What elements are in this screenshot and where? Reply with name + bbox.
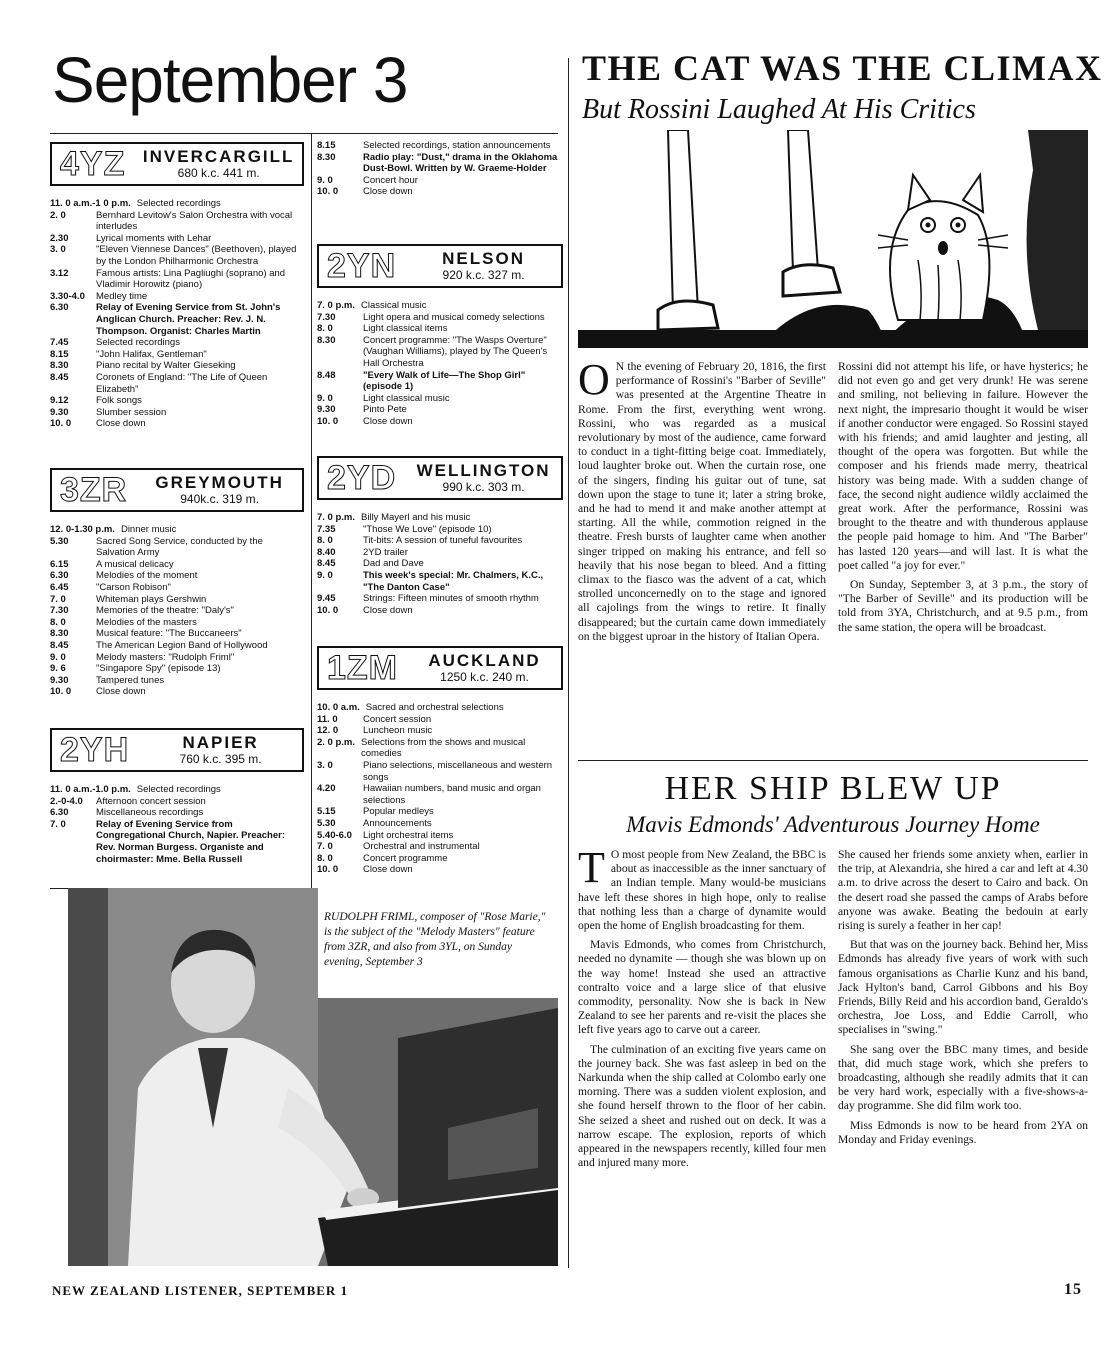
divider [50, 133, 558, 134]
programme-time: 12. 0 [317, 725, 339, 737]
paragraph: O most people from New Zealand, the BBC is about as inaccessible as the inner sanctuary of an Indian temple. Many would-be musicians have left these shores in high hope, only to realise that nothing less than a charge of dynamite would open the home of English broadcasting for them. [578, 848, 826, 933]
programme-item [317, 737, 563, 760]
programme-description: Selections from the shows and musical comedies [361, 736, 526, 760]
paragraph: Mavis Edmonds, who comes from Christchurch, needed no dynamite — though she was blown up on the way home! Instead she used an attractive contralto voice and a large slice of that elusive commodity, personality. Now she is back in New Zealand to see her parents and re-visit the places she left five years ago to carve out a career. [578, 938, 826, 1037]
programme-time: 3.12 [50, 267, 69, 279]
programme-time: 10. 0 [317, 186, 339, 198]
station-city: GREYMOUTH [155, 472, 284, 492]
programme-description: Melodies of the moment [96, 570, 198, 582]
programme-description: Pinto Pete [363, 404, 407, 416]
programme-item [50, 807, 304, 819]
programme-time: 9. 6 [50, 663, 66, 675]
programme-time: 8.40 [317, 546, 336, 558]
programme-item [50, 628, 304, 640]
programme-description: Medley time [96, 290, 148, 302]
paragraph: Rossini did not attempt his life, or have hysterics; he did not even go and get very drunk! He was serene and smiling, not believing in failure. However the next night, the impresario thought it would be wiser if another conductor were engaged. So Rossini stayed with his friends; and amid laughter and jesting, all thought of the opera was forgotten. But while the composer and his friends made merry, theatrical history was being made. With a sudden change of face, the second night audience wildly acclaimed the great work. After the performance, Rossini was brought to the theatre and with thunderous applause the people paid homage to him. And "The Barber" has lasted 120 years—and will last. It is what the poet called "a joy for ever." [838, 360, 1088, 572]
programme-time: 8.30 [317, 334, 336, 346]
programme-time: 5.30 [317, 817, 336, 829]
station-city: INVERCARGILL [142, 146, 295, 166]
programme-item [50, 675, 304, 687]
divider [311, 133, 312, 889]
programme-item [317, 312, 563, 324]
programme-time: 9.30 [50, 674, 69, 686]
cat-illustration [578, 130, 1088, 348]
programme-item [50, 210, 304, 233]
programme-list [317, 300, 563, 428]
programme-item [317, 702, 563, 714]
programme-time: 11. 0 a.m.-1 0 p.m. [50, 198, 131, 209]
station-call-sign: 2YD [327, 459, 397, 497]
programme-description: Light classical music [363, 392, 450, 404]
divider [568, 58, 569, 1268]
station-frequency: 920 k.c. 327 m. [442, 268, 525, 283]
programme-time: 4.20 [317, 783, 336, 795]
programme-description: Popular medleys [363, 806, 434, 818]
programme-time: 10. 0 [317, 415, 339, 427]
programme-time: 9.30 [50, 406, 69, 418]
programme-description: Slumber session [96, 406, 167, 418]
programme-item [317, 760, 563, 783]
programme-item [317, 335, 563, 370]
programme-item [317, 714, 563, 726]
station-city: AUCKLAND [428, 650, 541, 670]
programme-time: 3.30-4.0 [50, 290, 85, 302]
page-title: September 3 [52, 44, 408, 116]
programme-item [50, 268, 304, 291]
programme-item [317, 512, 563, 524]
station-header [50, 728, 304, 772]
programme-description: Dinner music [120, 524, 177, 535]
paragraph: N the evening of February 20, 1816, the first performance of Rossini's "Barber of Seville" was presented at the Argentine Theatre in Rome. From the first, everything went wrong. Rossini, who was regarded as a musical revolutionary by most of the audience, came forward to conduct in a tight-fitting beige coat. Immediately, loud laughter broke out. When the curtain rose, one of the singers, finding his guitar out of tune, sat down upon the stage to tune it; later a string broke, and he had to mend it and make another attempt at starting. All the while, commotion reigned in the theatre. Fresh bursts of laughter came when another singer tripped on making his entrance, and fell so heavily that his nose began to bleed. And a fitting climax to the fiasco was the advent of a cat, which strolled unconcernedly on to the stage and ignored all cajolings from the wings to retire. It finally disappeared; but the curtain came down immediately on the biggest uproar in the history of Italian Opera. [578, 360, 826, 643]
drop-cap: T [578, 843, 605, 892]
station-call-sign: 4YZ [60, 145, 126, 183]
programme-item [317, 841, 563, 853]
programme-time: 6.45 [50, 581, 69, 593]
programme-item [317, 570, 563, 593]
programme-time: 9.12 [50, 395, 69, 407]
programme-description: Radio play: "Dust," drama in the Oklahoma Dust-Bowl. Written by W. Graeme-Holder [363, 151, 558, 175]
programme-item [50, 570, 304, 582]
station-header [50, 468, 304, 512]
station-block-previous [317, 140, 563, 198]
drop-cap: O [578, 355, 610, 404]
programme-description: Tit-bits: A session of tuneful favourites [363, 535, 523, 547]
programme-description: Tampered tunes [96, 674, 165, 686]
programme-item [317, 404, 563, 416]
programme-item [317, 605, 563, 617]
friml-photo [68, 888, 558, 1266]
programme-item [50, 244, 304, 267]
programme-list [50, 784, 304, 865]
programme-description: Orchestral and instrumental [363, 841, 480, 853]
station-city: NELSON [442, 248, 525, 268]
page-number: 15 [1064, 1281, 1082, 1298]
station-frequency: 760 k.c. 395 m. [179, 752, 262, 767]
programme-time: 9. 0 [50, 651, 66, 663]
programme-item [50, 395, 304, 407]
programme-time: 5.40-6.0 [317, 829, 352, 841]
paragraph: Miss Edmonds is now to be heard from 2YA on Monday and Friday evenings. [838, 1118, 1088, 1146]
station-header [317, 646, 563, 690]
programme-item [50, 372, 304, 395]
programme-description: Close down [363, 186, 413, 198]
programme-time: 8. 0 [317, 852, 333, 864]
programme-description: Melody masters: "Rudolph Friml" [96, 651, 235, 663]
programme-time: 6.15 [50, 558, 69, 570]
programme-description: Announcements [363, 817, 432, 829]
programme-description: Concert programme: "The Wasps Overture" (Vaughan Williams), played by The Queen's Hall Orchestra [363, 334, 548, 369]
photo-caption: RUDOLPH FRIML, composer of "Rose Marie," is the subject of the "Melody Masters" feature from 3ZR, and also from 3YL, on Sunday evening, September 3 [324, 911, 546, 968]
programme-description: The American Legion Band of Hollywood [96, 639, 268, 651]
programme-time: 9. 0 [317, 392, 333, 404]
programme-time: 2.-0-4.0 [50, 795, 83, 807]
programme-description: Billy Mayerl and his music [361, 512, 471, 523]
station-city: WELLINGTON [416, 460, 551, 480]
programme-time: 8.30 [317, 151, 336, 163]
station-header [317, 456, 563, 500]
programme-description: Selected recordings [136, 198, 221, 209]
paragraph: She caused her friends some anxiety when, earlier in the trip, at Alexandria, she hired a car and left at 4.30 a.m. to drive across the desert to Cairo and back. On the desert road she passed the camps of Arabs before anyone was awake. Beating the bedouin at early rising is surely a feather in her cap! [838, 848, 1088, 933]
programme-item [317, 830, 563, 842]
programme-description: 2YD trailer [363, 546, 408, 558]
programme-description: Light classical items [363, 323, 448, 335]
paragraph: On Sunday, September 3, at 3 p.m., the story of "The Barber of Seville" and its production will be told from 3YA, Christchurch, and at 9.5 p.m., from the same station, the opera will be broadcast. [838, 578, 1088, 634]
programme-description: Relay of Evening Service from St. John's Anglican Church. Preacher: Rev. J. N. Thompson. Organist: Charles Martin [96, 302, 281, 337]
programme-item [317, 547, 563, 559]
programme-time: 10. 0 [317, 864, 339, 876]
programme-item [317, 416, 563, 428]
programme-description: Close down [96, 686, 146, 698]
programme-time: 9. 0 [317, 174, 333, 186]
programme-item [50, 536, 304, 559]
station-block-nelson [317, 244, 563, 428]
programme-item [50, 686, 304, 698]
programme-time: 10. 0 [50, 418, 72, 430]
article-subtitle: Mavis Edmonds' Adventurous Journey Home [626, 812, 1040, 837]
programme-description: "Singapore Spy" (episode 13) [96, 663, 221, 675]
programme-time: 9.30 [317, 404, 336, 416]
programme-item [50, 784, 304, 796]
programme-time: 9.45 [317, 593, 336, 605]
programme-item [50, 291, 304, 303]
station-frequency: 680 k.c. 441 m. [177, 166, 260, 181]
programme-time: 8.45 [50, 371, 69, 383]
programme-time: 10. 0 [317, 604, 339, 616]
programme-item [317, 864, 563, 876]
programme-item [317, 853, 563, 865]
programme-item [317, 152, 563, 175]
programme-item [50, 233, 304, 245]
programme-time: 2.30 [50, 232, 69, 244]
programme-time: 8.45 [317, 558, 336, 570]
station-frequency: 990 k.c. 303 m. [442, 480, 525, 495]
programme-item [317, 725, 563, 737]
station-call-sign: 3ZR [60, 471, 128, 509]
programme-description: Piano selections, miscellaneous and western songs [363, 759, 553, 783]
programme-time: 7.30 [50, 605, 69, 617]
programme-time: 5.30 [50, 535, 69, 547]
programme-item [50, 337, 304, 349]
programme-time: 7. 0 p.m. [317, 512, 356, 523]
programme-description: Close down [96, 418, 146, 430]
article1-column-2 [838, 360, 1088, 640]
programme-description: Famous artists: Lina Pagliughi (soprano) and Vladimir Horowitz (piano) [96, 267, 286, 291]
programme-description: Musical feature: "The Buccaneers" [96, 628, 242, 640]
programme-description: Close down [363, 604, 413, 616]
programme-item [317, 818, 563, 830]
programme-description: Close down [363, 864, 413, 876]
programme-description: Classical music [361, 300, 427, 311]
programme-description: "Eleven Viennese Dances" (Beethoven), played by the London Philharmonic Orchestra [96, 244, 297, 267]
programme-time: 8. 0 [317, 535, 333, 547]
programme-item [317, 370, 563, 393]
programme-description: Lyrical moments with Lehar [96, 232, 212, 244]
station-block-auckland [317, 646, 563, 876]
programme-item [317, 300, 563, 312]
programme-time: 8.15 [50, 348, 69, 360]
programme-item [317, 175, 563, 187]
programme-time: 8.15 [317, 140, 336, 151]
programme-description: Concert programme [363, 852, 448, 864]
programme-time: 7.30 [317, 311, 336, 323]
station-block-greymouth [50, 468, 304, 698]
programme-item [50, 594, 304, 606]
programme-time: 6.30 [50, 570, 69, 582]
station-block-napier [50, 728, 304, 865]
programme-description: Hawaiian numbers, band music and organ selections [363, 783, 541, 806]
programme-time: 12. 0-1.30 p.m. [50, 524, 115, 535]
programme-description: Piano recital by Walter Gieseking [96, 360, 236, 372]
programme-description: Relay of Evening Service from Congregational Church, Napier. Preacher: Rev. Norman Burgess. Organiste and choirmaster: Mme. Bella Russell [96, 818, 285, 865]
programme-item [50, 582, 304, 594]
programme-description: Light orchestral items [363, 829, 454, 841]
cat-on-stage-icon [578, 130, 1088, 348]
programme-time: 7. 0 [50, 818, 66, 830]
programme-list [50, 198, 304, 430]
programme-item [50, 617, 304, 629]
programme-item [50, 559, 304, 571]
programme-item [50, 819, 304, 865]
programme-description: Luncheon music [363, 725, 433, 737]
programme-time: 5.15 [317, 806, 336, 818]
programme-time: 6.30 [50, 302, 69, 314]
programme-list [317, 140, 563, 198]
footer-publication: NEW ZEALAND LISTENER, SEPTEMBER 1 [52, 1283, 349, 1298]
programme-time: 6.30 [50, 807, 69, 819]
programme-description: Selected recordings [136, 784, 221, 795]
station-block-invercargill [50, 142, 304, 430]
station-header [317, 244, 563, 288]
paragraph: She sang over the BBC many times, and beside that, did much stage work, which she prefers to broadcasting, although she readily admits that it can be very hard work, especially with a five-shows-a-day programme. She did film work too. [838, 1042, 1088, 1113]
programme-time: 8.45 [50, 639, 69, 651]
programme-description: "Every Walk of Life—The Shop Girl" (episode 1) [363, 369, 526, 393]
programme-description: Sacred Song Service, conducted by the Salvation Army [96, 535, 263, 559]
programme-item [317, 535, 563, 547]
programme-time: 8.30 [50, 628, 69, 640]
station-city: NAPIER [182, 732, 259, 752]
article-subtitle: But Rossini Laughed At His Critics [582, 94, 976, 125]
programme-time: 3. 0 [317, 759, 333, 771]
programme-item [50, 302, 304, 337]
paragraph: But that was on the journey back. Behind her, Miss Edmonds has already five years of work with such famous organisations as Charlie Kunz and his band, Jack Hylton's band, Carrol Gibbons and his Boy Friends, Billy Reid and his accordion band, Geraldo's orchestra, Joe Loss, and Eddie Carroll, who specialises in "swing." [838, 938, 1088, 1037]
programme-description: Afternoon concert session [96, 795, 206, 807]
programme-description: Selected recordings [96, 337, 180, 349]
station-frequency: 1250 k.c. 240 m. [440, 670, 529, 685]
programme-description: Concert hour [363, 174, 418, 186]
programme-item [317, 323, 563, 335]
article-title: THE CAT WAS THE CLIMAX [582, 48, 1103, 88]
programme-time: 9. 0 [317, 569, 333, 581]
programme-description: Miscellaneous recordings [96, 807, 204, 819]
programme-item [50, 349, 304, 361]
programme-description: Coronets of England: "The Life of Queen Elizabeth" [96, 371, 268, 395]
article2-column-2 [838, 848, 1088, 1152]
programme-item [50, 418, 304, 430]
programme-description: Concert session [363, 713, 432, 725]
programme-time: 3. 0 [50, 244, 66, 256]
programme-item [50, 198, 304, 210]
programme-time: 11. 0 a.m.-1.0 p.m. [50, 784, 131, 795]
programme-item [50, 652, 304, 664]
station-call-sign: 2YN [327, 247, 397, 285]
paragraph: The culmination of an exciting five years came on the journey back. She was fast asleep in bed on the Narkunda when the ship called at Colombo early one morning. There was a sudden violent explosion, and she found herself thrown to the floor of her cabin. She seized a sheet and rushed out on deck. It was a narrow escape. The explosion, reports of which appeared in the newspapers recently, killed four men and injured many more. [578, 1042, 826, 1170]
programme-description: Sacred and orchestral selections [365, 702, 504, 713]
programme-description: Strings: Fifteen minutes of smooth rhythm [363, 593, 539, 605]
programme-time: 8.30 [50, 360, 69, 372]
programme-time: 7.35 [317, 523, 336, 535]
article2-column-1 [578, 843, 826, 1175]
programme-description: "Carson Robison" [96, 581, 171, 593]
programme-list [317, 702, 563, 876]
programme-item [317, 593, 563, 605]
programme-time: 7. 0 p.m. [317, 300, 356, 311]
station-call-sign: 1ZM [327, 649, 398, 687]
programme-time: 8. 0 [317, 323, 333, 335]
programme-time: 7. 0 [317, 841, 333, 853]
programme-item [50, 663, 304, 675]
programme-time: 8.48 [317, 369, 336, 381]
programme-item [50, 640, 304, 652]
programme-item [317, 524, 563, 536]
programme-time: 7.45 [50, 337, 69, 349]
programme-item [50, 407, 304, 419]
article-title: HER SHIP BLEW UP [664, 770, 1002, 807]
programme-description: Light opera and musical comedy selections [363, 311, 545, 323]
programme-description: Whiteman plays Gershwin [96, 593, 207, 605]
programme-description: A musical delicacy [96, 558, 174, 570]
programme-item [50, 524, 304, 536]
programme-time: 7. 0 [50, 593, 66, 605]
programme-item [317, 186, 563, 198]
programme-description: Melodies of the masters [96, 616, 197, 628]
station-call-sign: 2YH [60, 731, 130, 769]
programme-time: 11. 0 [317, 713, 338, 725]
programme-list [317, 512, 563, 616]
programme-list [50, 524, 304, 698]
programme-item [317, 806, 563, 818]
programme-time: 2. 0 [50, 209, 66, 221]
programme-description: Bernhard Levitow's Salon Orchestra with vocal interludes [96, 209, 293, 233]
programme-description: Memories of the theatre: "Daly's" [96, 605, 234, 617]
divider [578, 760, 1088, 761]
programme-description: Folk songs [96, 395, 142, 407]
programme-item [317, 393, 563, 405]
article1-column-1 [578, 355, 826, 649]
programme-item [50, 605, 304, 617]
programme-item [317, 558, 563, 570]
programme-description: Dad and Dave [363, 558, 424, 570]
programme-time: 2. 0 p.m. [317, 736, 356, 748]
programme-item [50, 360, 304, 372]
programme-description: "Those We Love" (episode 10) [363, 523, 492, 535]
station-header [50, 142, 304, 186]
programme-item [317, 140, 563, 152]
programme-description: Selected recordings, station announcements [363, 140, 551, 151]
programme-description: This week's special: Mr. Chalmers, K.C., "The Danton Case" [363, 569, 544, 593]
programme-time: 10. 0 a.m. [317, 702, 360, 713]
station-frequency: 940k.c. 319 m. [180, 492, 259, 507]
programme-description: "John Halifax, Gentleman" [96, 348, 207, 360]
programme-item [317, 783, 563, 806]
programme-description: Close down [363, 415, 413, 427]
programme-time: 10. 0 [50, 686, 72, 698]
programme-item [50, 796, 304, 808]
station-block-wellington [317, 456, 563, 616]
programme-time: 8. 0 [50, 616, 66, 628]
